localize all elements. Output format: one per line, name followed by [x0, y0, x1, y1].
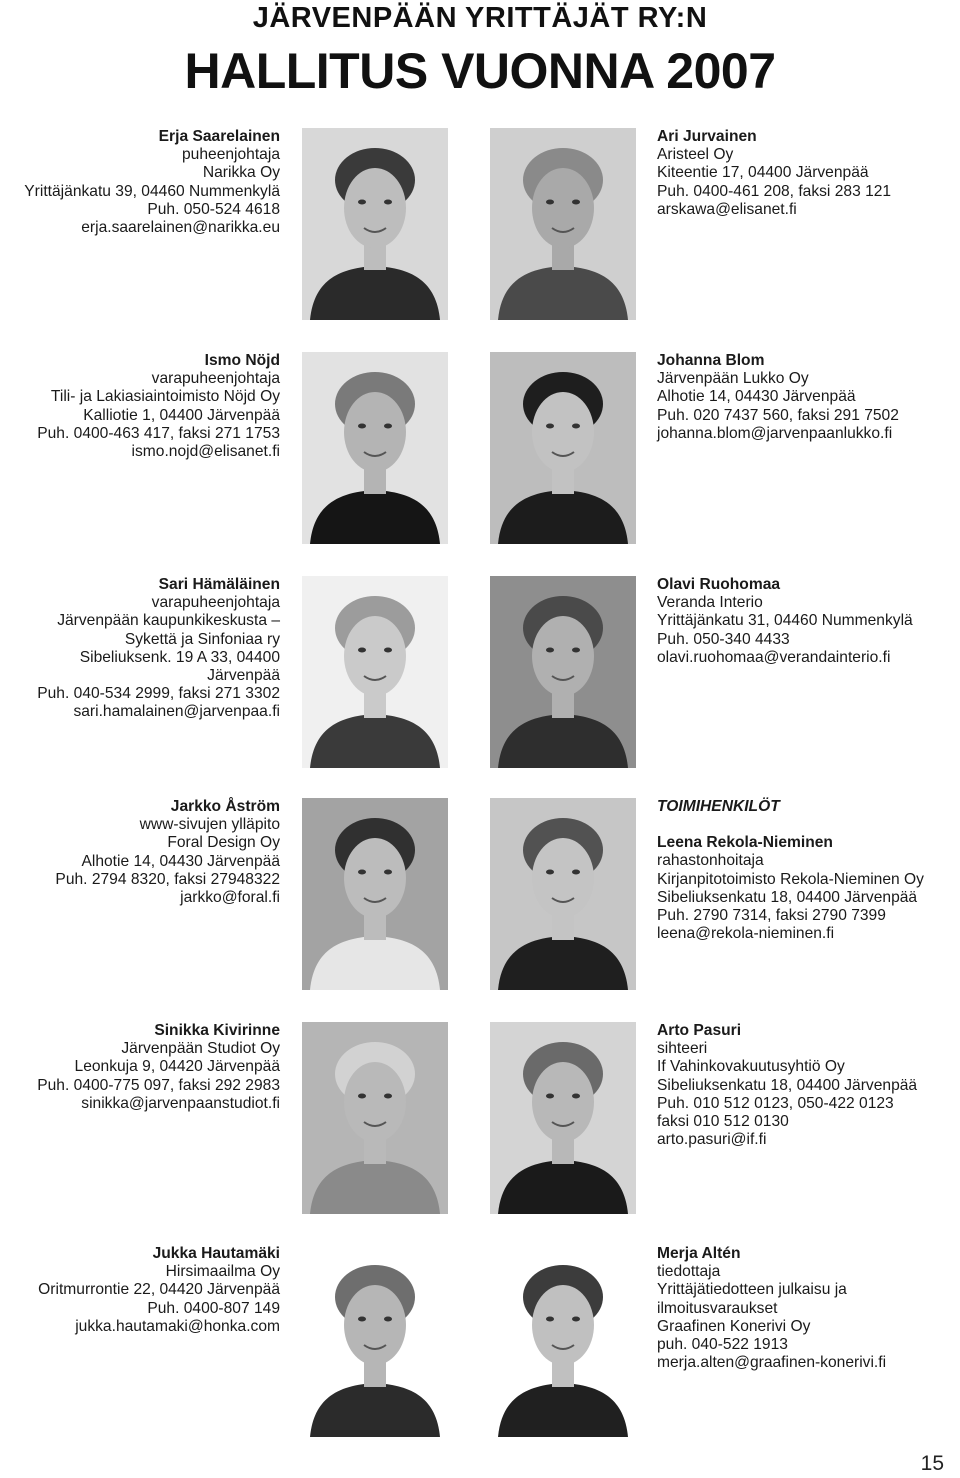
portrait-silhouette — [490, 1245, 636, 1437]
member-photo — [490, 798, 636, 990]
member-info-left — [0, 1245, 280, 1336]
member-photo — [302, 1245, 448, 1437]
member-detail: Sykettä ja Sinfoniaa ry — [124, 630, 280, 648]
member-detail: Narikka Oy — [202, 164, 280, 182]
photo-eye-left — [546, 1317, 554, 1322]
member-detail: www-sivujen ylläpito — [139, 816, 280, 834]
member-photo — [490, 1022, 636, 1214]
member-detail: Sibeliuksenkatu 18, 04400 Järvenpää — [657, 888, 918, 906]
member-detail: jukka.hautamaki@honka.com — [75, 1317, 280, 1335]
member-name: Leena Rekola-Nieminen — [657, 834, 833, 852]
photo-eye-left — [358, 870, 366, 875]
member-photo — [490, 128, 636, 320]
member-info-left — [0, 352, 280, 461]
member-detail: Puh. 050-524 4618 — [147, 200, 280, 218]
photo-eye-left — [546, 1094, 554, 1099]
member-detail: If Vahinkovakuutusyhtiö Oy — [657, 1058, 845, 1076]
portrait-silhouette — [490, 576, 636, 768]
photo-face — [532, 1062, 594, 1142]
member-detail: Puh. 0400-461 208, faksi 283 121 — [657, 182, 892, 200]
member-info-right — [657, 576, 957, 667]
member-detail: merja.alten@graafinen-konerivi.fi — [657, 1354, 887, 1372]
member-info-right — [657, 352, 957, 443]
member-detail: Puh. 010 512 0123, 050-422 0123 — [657, 1094, 894, 1112]
member-detail: rahastonhoitaja — [657, 852, 764, 870]
photo-face — [344, 1062, 406, 1142]
member-name: Sinikka Kivirinne — [154, 1022, 280, 1039]
member-detail: ismo.nojd@elisanet.fi — [131, 443, 280, 461]
member-name: Jarkko Åström — [170, 798, 280, 815]
page-title: HALLITUS VUONNA 2007 — [184, 43, 776, 99]
photo-face — [532, 616, 594, 696]
member-detail: Puh. 0400-775 097, faksi 292 2983 — [37, 1076, 280, 1094]
member-detail: arskawa@elisanet.fi — [657, 200, 797, 218]
photo-eye-right — [572, 870, 580, 875]
photo-eye-right — [384, 648, 392, 653]
photo-face — [344, 838, 406, 918]
member-photo — [490, 352, 636, 544]
member-detail: ilmoitusvaraukset — [657, 1299, 778, 1317]
photo-eye-left — [546, 200, 554, 205]
portrait-silhouette — [302, 1245, 448, 1437]
member-name: Jukka Hautamäki — [152, 1245, 280, 1262]
member-name: Merja Altén — [657, 1245, 741, 1262]
member-detail: Puh. 0400-463 417, faksi 271 1753 — [37, 424, 280, 442]
member-name: Erja Saarelainen — [158, 128, 280, 145]
member-detail: tiedottaja — [657, 1263, 721, 1281]
member-detail: Kirjanpitotoimisto Rekola-Nieminen Oy — [657, 870, 924, 888]
photo-eye-right — [572, 200, 580, 205]
photo-eye-left — [358, 648, 366, 653]
member-detail: Järvenpää — [207, 667, 280, 685]
member-detail: Oritmurrontie 22, 04420 Järvenpää — [38, 1281, 280, 1299]
member-detail: Puh. 2790 7314, faksi 2790 7399 — [657, 907, 886, 925]
member-info-left — [0, 798, 280, 907]
photo-face — [532, 392, 594, 472]
member-row — [0, 576, 960, 786]
photo-eye-left — [546, 870, 554, 875]
member-detail: Puh. 0400-807 149 — [147, 1299, 280, 1317]
photo-face — [344, 616, 406, 696]
photo-eye-right — [572, 1317, 580, 1322]
member-detail: puheenjohtaja — [182, 146, 280, 164]
member-row — [0, 128, 960, 338]
member-detail: Yrittäjänkatu 31, 04460 Nummenkylä — [657, 612, 913, 630]
member-detail: varapuheenjohtaja — [151, 370, 280, 388]
photo-eye-right — [384, 200, 392, 205]
photo-eye-left — [358, 1317, 366, 1322]
photo-face — [344, 1285, 406, 1365]
member-detail: Järvenpään Studiot Oy — [121, 1040, 280, 1058]
photo-face — [532, 1285, 594, 1365]
member-photo — [302, 798, 448, 990]
member-name: Johanna Blom — [657, 352, 765, 369]
member-detail: Sibeliuksenk. 19 A 33, 04400 — [79, 648, 280, 666]
member-detail: sihteeri — [657, 1040, 708, 1058]
portrait-silhouette — [490, 1022, 636, 1214]
organization-title: JÄRVENPÄÄN YRITTÄJÄT RY:N — [252, 2, 708, 34]
member-photo — [302, 128, 448, 320]
member-detail: Puh. 040-534 2999, faksi 271 3302 — [37, 685, 280, 703]
portrait-silhouette — [302, 1022, 448, 1214]
member-detail: Puh. 020 7437 560, faksi 291 7502 — [657, 406, 899, 424]
member-row — [0, 352, 960, 562]
member-photo — [302, 352, 448, 544]
member-photo — [302, 576, 448, 768]
member-detail: Yrittäjätiedotteen julkaisu ja — [657, 1281, 847, 1299]
photo-eye-right — [384, 1317, 392, 1322]
member-detail: Aristeel Oy — [657, 146, 734, 164]
member-detail: arto.pasuri@if.fi — [657, 1131, 767, 1149]
member-detail: sari.hamalainen@jarvenpaa.fi — [73, 703, 280, 721]
page-number: 15 — [920, 1452, 944, 1475]
photo-eye-left — [546, 424, 554, 429]
member-info-right — [657, 128, 957, 219]
member-info-left — [0, 128, 280, 237]
member-detail: Sibeliuksenkatu 18, 04400 Järvenpää — [657, 1076, 918, 1094]
member-detail: Puh. 2794 8320, faksi 27948322 — [55, 870, 280, 888]
member-row — [0, 1245, 960, 1455]
member-detail: leena@rekola-nieminen.fi — [657, 925, 835, 943]
portrait-silhouette — [302, 798, 448, 990]
member-info-right — [657, 1245, 957, 1372]
member-detail: Puh. 050-340 4433 — [657, 630, 790, 648]
member-row — [0, 1022, 960, 1232]
member-detail: johanna.blom@jarvenpaanlukko.fi — [657, 424, 893, 442]
member-name: Ismo Nöjd — [204, 352, 280, 369]
member-photo — [302, 1022, 448, 1214]
member-row — [0, 798, 960, 1008]
photo-eye-left — [358, 200, 366, 205]
member-detail: Kalliotie 1, 04400 Järvenpää — [83, 406, 280, 424]
portrait-silhouette — [490, 128, 636, 320]
photo-eye-left — [546, 648, 554, 653]
member-detail: Järvenpään Lukko Oy — [657, 370, 809, 388]
member-name: Ari Jurvainen — [657, 128, 757, 145]
photo-eye-right — [572, 424, 580, 429]
member-detail: Alhotie 14, 04430 Järvenpää — [81, 852, 280, 870]
photo-face — [344, 392, 406, 472]
portrait-silhouette — [302, 352, 448, 544]
photo-face — [344, 168, 406, 248]
member-name: Sari Hämäläinen — [158, 576, 280, 593]
member-detail: Järvenpään kaupunkikeskusta – — [57, 612, 280, 630]
photo-eye-right — [572, 648, 580, 653]
member-detail: puh. 040-522 1913 — [657, 1336, 788, 1354]
member-info-right — [657, 798, 957, 943]
member-detail: Veranda Interio — [657, 594, 763, 612]
member-name: Olavi Ruohomaa — [657, 576, 781, 593]
member-detail: Tili- ja Lakiasiaintoimisto Nöjd Oy — [50, 388, 280, 406]
member-info-right — [657, 1022, 957, 1149]
member-detail: olavi.ruohomaa@verandainterio.fi — [657, 648, 891, 666]
member-detail: Hirsimaailma Oy — [165, 1263, 280, 1281]
member-detail: jarkko@foral.fi — [180, 889, 280, 907]
photo-face — [532, 168, 594, 248]
member-detail: sinikka@jarvenpaanstudiot.fi — [81, 1094, 280, 1112]
photo-face — [532, 838, 594, 918]
member-photo — [490, 576, 636, 768]
member-name: Arto Pasuri — [657, 1022, 742, 1039]
member-detail: Yrittäjänkatu 39, 04460 Nummenkylä — [24, 182, 280, 200]
section-heading: TOIMIHENKILÖT — [657, 798, 780, 815]
member-detail: Foral Design Oy — [167, 834, 280, 852]
photo-eye-left — [358, 424, 366, 429]
member-detail: Graafinen Konerivi Oy — [657, 1317, 811, 1335]
portrait-silhouette — [302, 576, 448, 768]
member-detail: Alhotie 14, 04430 Järvenpää — [657, 388, 856, 406]
member-detail: erja.saarelainen@narikka.eu — [81, 219, 280, 237]
photo-eye-left — [358, 1094, 366, 1099]
photo-eye-right — [384, 870, 392, 875]
photo-eye-right — [384, 1094, 392, 1099]
photo-eye-right — [572, 1094, 580, 1099]
portrait-silhouette — [490, 352, 636, 544]
member-detail: Leonkuja 9, 04420 Järvenpää — [74, 1058, 280, 1076]
member-photo — [490, 1245, 636, 1437]
portrait-silhouette — [302, 128, 448, 320]
member-detail: varapuheenjohtaja — [151, 594, 280, 612]
photo-eye-right — [384, 424, 392, 429]
portrait-silhouette — [490, 798, 636, 990]
member-detail: faksi 010 512 0130 — [657, 1113, 789, 1131]
member-info-left — [0, 1022, 280, 1113]
member-info-left — [0, 576, 280, 722]
member-detail: Kiteentie 17, 04400 Järvenpää — [657, 164, 869, 182]
